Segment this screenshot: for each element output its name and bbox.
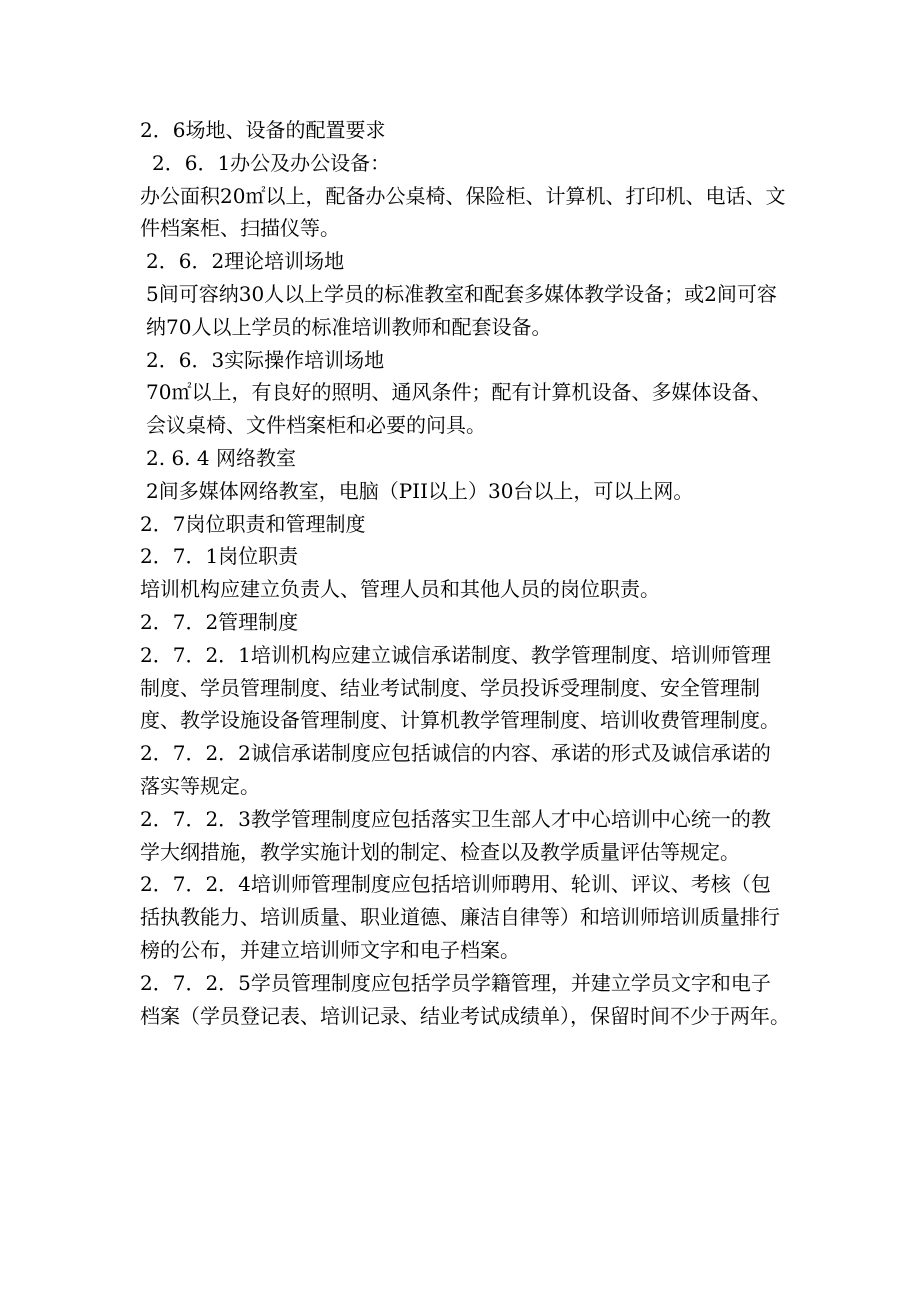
subsection-heading-2-6-3: 2．6．3实际操作培训场地: [146, 347, 385, 372]
section-heading-2-7: 2．7岗位职责和管理制度: [140, 511, 366, 536]
subsection-heading-2-6-1: 2．6．1办公及办公设备：: [152, 150, 391, 175]
section-heading-2-6: 2．6场地、设备的配置要求: [140, 118, 386, 142]
subsection-heading-2-7-2: 2．7．2管理制度: [140, 609, 299, 634]
subsection-heading-2-6-2: 2．6．2理论培训场地: [146, 249, 345, 274]
paragraph-2-7-2-4: 2．7．2．4培训师管理制度应包括培训师聘用、轮训、评议、考核（包括执教能力、培训质量、职业道德、廉洁自律等）和培训师培训质量排行榜的公布，并建立培训师文字和电子档案。: [140, 872, 780, 962]
paragraph-theory-training: 5间可容纳30人以上学员的标准教室和配套多媒体教学设备；或2间可容纳70人以上学员的标准培训教师和配套设备。: [146, 281, 777, 339]
paragraph-2-7-2-5: 2．7．2．5学员管理制度应包括学员学籍管理，并建立学员文字和电子档案（学员登记表、培训记录、结业考试成绩单），保留时间不少于两年。: [140, 970, 790, 1028]
paragraph-2-7-2-1: 2．7．2．1培训机构应建立诚信承诺制度、教学管理制度、培训师管理制度、学员管理制度、结业考试制度、学员投诉受理制度、安全管理制度、教学设施设备管理制度、计算机教学管理制度、培训收费管理制度。: [140, 642, 780, 733]
paragraph-2-7-2-3: 2．7．2．3教学管理制度应包括落实卫生部人才中心培训中心统一的教学大纲措施，教学实施计划的制定、检查以及教学质量评估等规定。: [140, 806, 771, 864]
document-body: [140, 114, 790, 1032]
paragraph-office-equipment: 办公面积20㎡以上，配备办公桌椅、保险柜、计算机、打印机、电话、文件档案柜、扫描仪等。: [140, 183, 786, 241]
paragraph-practical-training: 70㎡以上，有良好的照明、通风条件；配有计算机设备、多媒体设备、会议桌椅、文件档案柜和必要的问具。: [146, 380, 772, 438]
paragraph-job-duties: 培训机构应建立负责人、管理人员和其他人员的岗位职责。: [140, 577, 660, 602]
paragraph-2-7-2-2: 2．7．2．2诚信承诺制度应包括诚信的内容、承诺的形式及诚信承诺的落实等规定。: [140, 741, 771, 798]
subsection-heading-2-7-1: 2．7．1岗位职责: [140, 544, 299, 569]
paragraph-network-classroom: 2间多媒体网络教室，电脑（PII以上）30台以上，可以上网。: [146, 478, 694, 503]
subsection-heading-2-6-4: 2. 6. 4 网络教室: [146, 445, 296, 470]
